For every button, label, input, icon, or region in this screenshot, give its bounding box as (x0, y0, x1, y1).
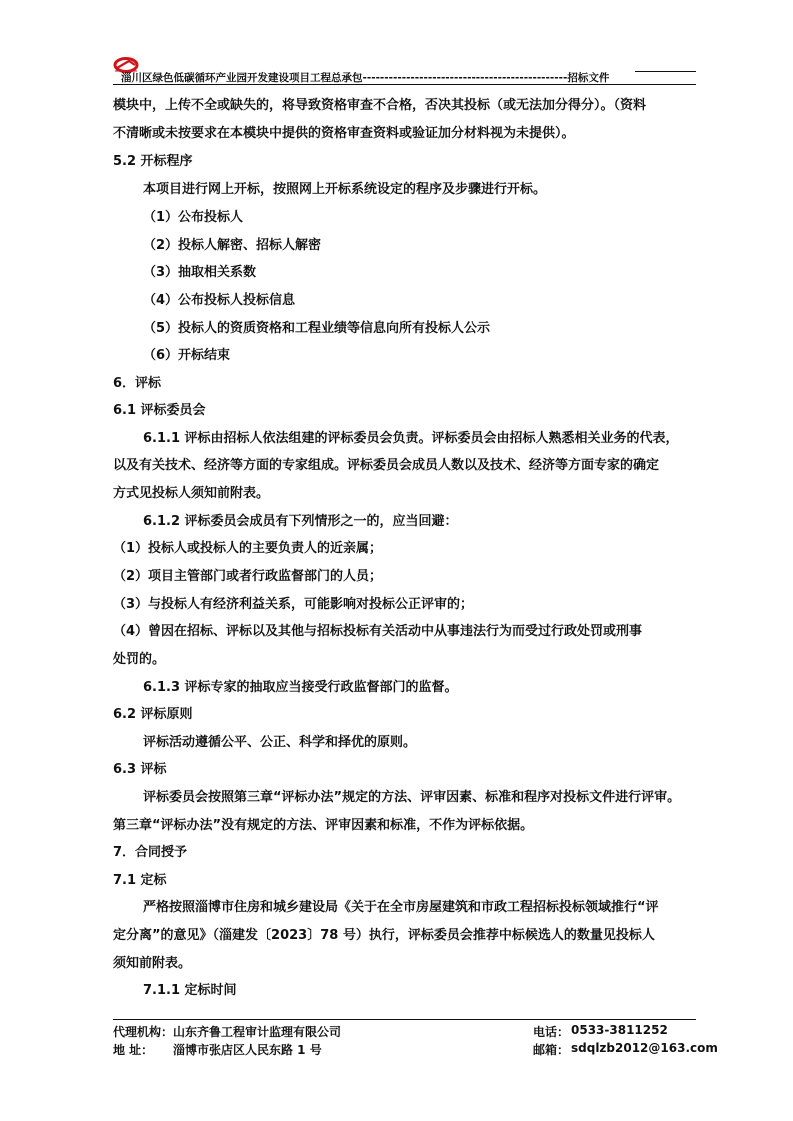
list-item: （4）公布投标人投标信息 (143, 293, 296, 308)
body-line: 处罚的。 (113, 652, 166, 667)
list-item: （2）投标人解密、招标人解密 (143, 238, 322, 253)
agency-value: 山东齐鲁工程审计监理有限公司 (173, 1025, 342, 1039)
body-line: 定分离”的意见》（淄建发〔2023〕78 号）执行，评标委员会推荐中标候选人的数量见投标人 (113, 928, 655, 943)
body-line: 6.1.2 评标委员会成员有下列情形之一的，应当回避： (143, 514, 458, 529)
list-item: （4）曾因在招标、评标以及其他与招标投标有关活动中从事违法行为而受过行政处罚或刑事 (113, 624, 643, 639)
header-divider (113, 84, 696, 85)
body-line: 模块中，上传不全或缺失的，将导致资格审查不合格，否决其投标（或无法加分得分）。（资料 (113, 98, 647, 113)
footer-divider (113, 1019, 696, 1020)
section-heading: 5.2 开标程序 (113, 154, 193, 169)
address-label: 地 址： (113, 1043, 154, 1057)
section-heading: 6.2 评标原则 (113, 707, 193, 722)
section-heading: 6．评标 (113, 376, 162, 391)
section-heading: 7.1 定标 (113, 873, 167, 888)
body-line: 以及有关技术、经济等方面的专家组成。评标委员会成员人数以及技术、经济等方面专家的确定 (113, 458, 660, 473)
email-value: sdqlzb2012@163.com (571, 1041, 718, 1055)
body-line: 评标活动遵循公平、公正、科学和择优的原则。 (143, 735, 417, 750)
list-item: （6）开标结束 (143, 348, 231, 363)
body-line: 评标委员会按照第三章“评标办法”规定的方法、评审因素、标准和程序对投标文件进行评审。 (143, 790, 681, 805)
header-line (635, 71, 696, 72)
phone-value: 0533-3811252 (571, 1023, 668, 1037)
page-footer (113, 1019, 718, 1059)
list-item: （1）投标人或投标人的主要负责人的近亲属； (113, 541, 383, 556)
list-item: （3）与投标人有经济利益关系，可能影响对投标公正评审的； (113, 597, 474, 612)
email-label: 邮箱： (533, 1043, 570, 1057)
list-item: （2）项目主管部门或者行政监督部门的人员； (113, 569, 383, 584)
section-heading: 6.3 评标 (113, 762, 167, 777)
body-line: 7.1.1 定标时间 (143, 983, 237, 998)
list-item: （3）抽取相关系数 (143, 265, 257, 280)
address-value: 淄博市张店区人民东路 1 号 (173, 1043, 322, 1057)
body-line: 6.1.1 评标由招标人依法组建的评标委员会负责。评标委员会由招标人熟悉相关业务的代表， (143, 431, 679, 446)
agency-label: 代理机构： (113, 1025, 174, 1039)
section-heading: 6.1 评标委员会 (113, 403, 206, 418)
body-line: 须知前附表。 (113, 956, 192, 971)
body-line: 不清晰或未按要求在本模块中提供的资格审查资料或验证加分材料视为未提供）。 (113, 126, 575, 141)
body-line: 本项目进行网上开标，按照网上开标系统设定的程序及步骤进行开标。 (143, 182, 547, 197)
section-heading: 7．合同授予 (113, 845, 188, 860)
list-item: （1）公布投标人 (143, 210, 244, 225)
list-item: （5）投标人的资质资格和工程业绩等信息向所有投标人公示 (143, 321, 491, 336)
body-line: 6.1.3 评标专家的抽取应当接受行政监督部门的监督。 (143, 680, 458, 695)
header-title: 淄川区绿色低碳循环产业园开发建设项目工程总承包-----------------------------------------------招标文件 (121, 72, 610, 84)
page-header (113, 56, 696, 86)
body-line: 方式见投标人须知前附表。 (113, 486, 270, 501)
body-line: 严格按照淄博市住房和城乡建设局《关于在全市房屋建筑和市政工程招标投标领域推行“评 (143, 900, 659, 915)
body-line: 第三章“评标办法”没有规定的方法、评审因素和标准，不作为评标依据。 (113, 818, 534, 833)
phone-label: 电话： (533, 1025, 570, 1039)
